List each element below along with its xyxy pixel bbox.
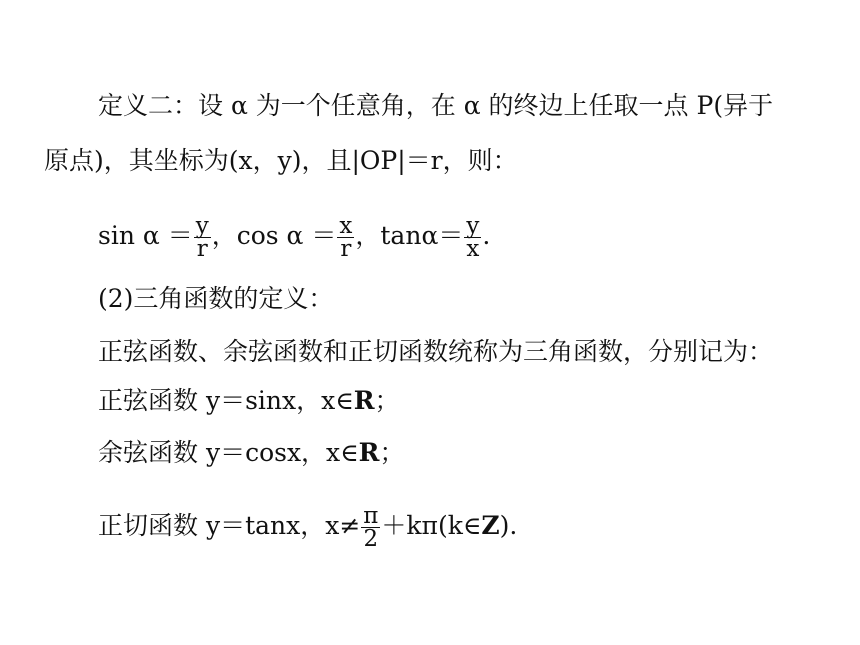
intro-line: [98, 337, 773, 367]
tangent-prefix: 正切函数 y＝tanx，x≠: [98, 511, 361, 540]
sine-set-symbol: R: [353, 386, 375, 415]
cos-numerator: x: [339, 213, 353, 239]
tan-numerator: y: [466, 213, 480, 239]
tangent-definition: [98, 505, 517, 550]
cosine-suffix: ；: [379, 438, 405, 467]
definition-line-1: [98, 91, 773, 121]
cos-lhs: cos α ＝: [236, 221, 337, 250]
definition-line-2: [44, 146, 518, 176]
tangent-middle: ＋kπ(k∈: [381, 511, 482, 540]
sin-lhs: sin α ＝: [98, 221, 193, 250]
cosine-set-symbol: R: [358, 438, 380, 467]
definition-text-1: 定义二：设 α 为一个任意角，在 α 的终边上任取一点 P(异于: [98, 91, 774, 120]
sin-denominator: r: [196, 236, 208, 262]
sine-suffix: ；: [374, 386, 400, 415]
sin-fraction: [194, 215, 211, 260]
section-heading-text: (2)三角函数的定义：: [98, 284, 334, 313]
tangent-set-symbol: Z: [481, 511, 500, 540]
tan-denominator: x: [466, 236, 480, 262]
separator-2: ，: [355, 221, 381, 250]
tan-lhs: tanα＝: [380, 221, 464, 250]
definition-text-2: 原点)，其坐标为(x，y)，且|OP|＝r，则：: [44, 146, 518, 175]
tangent-suffix: ).: [499, 511, 518, 540]
section-heading: [98, 284, 333, 314]
cos-denominator: r: [340, 236, 352, 262]
pi-over-two-fraction: [361, 505, 380, 550]
formula-line: [98, 215, 490, 260]
sin-numerator: y: [195, 213, 209, 239]
sine-prefix: 正弦函数 y＝sinx，x∈: [98, 386, 354, 415]
two-denominator: 2: [363, 526, 379, 552]
sine-definition: [98, 386, 400, 416]
cos-fraction: [337, 215, 354, 260]
tan-fraction: [464, 215, 481, 260]
separator-1: ，: [211, 221, 237, 250]
formula-end: .: [482, 221, 491, 250]
cosine-definition: [98, 438, 404, 468]
pi-numerator: π: [363, 503, 379, 529]
cosine-prefix: 余弦函数 y＝cosx，x∈: [98, 438, 359, 467]
intro-text: 正弦函数、余弦函数和正切函数统称为三角函数，分别记为：: [98, 337, 774, 366]
